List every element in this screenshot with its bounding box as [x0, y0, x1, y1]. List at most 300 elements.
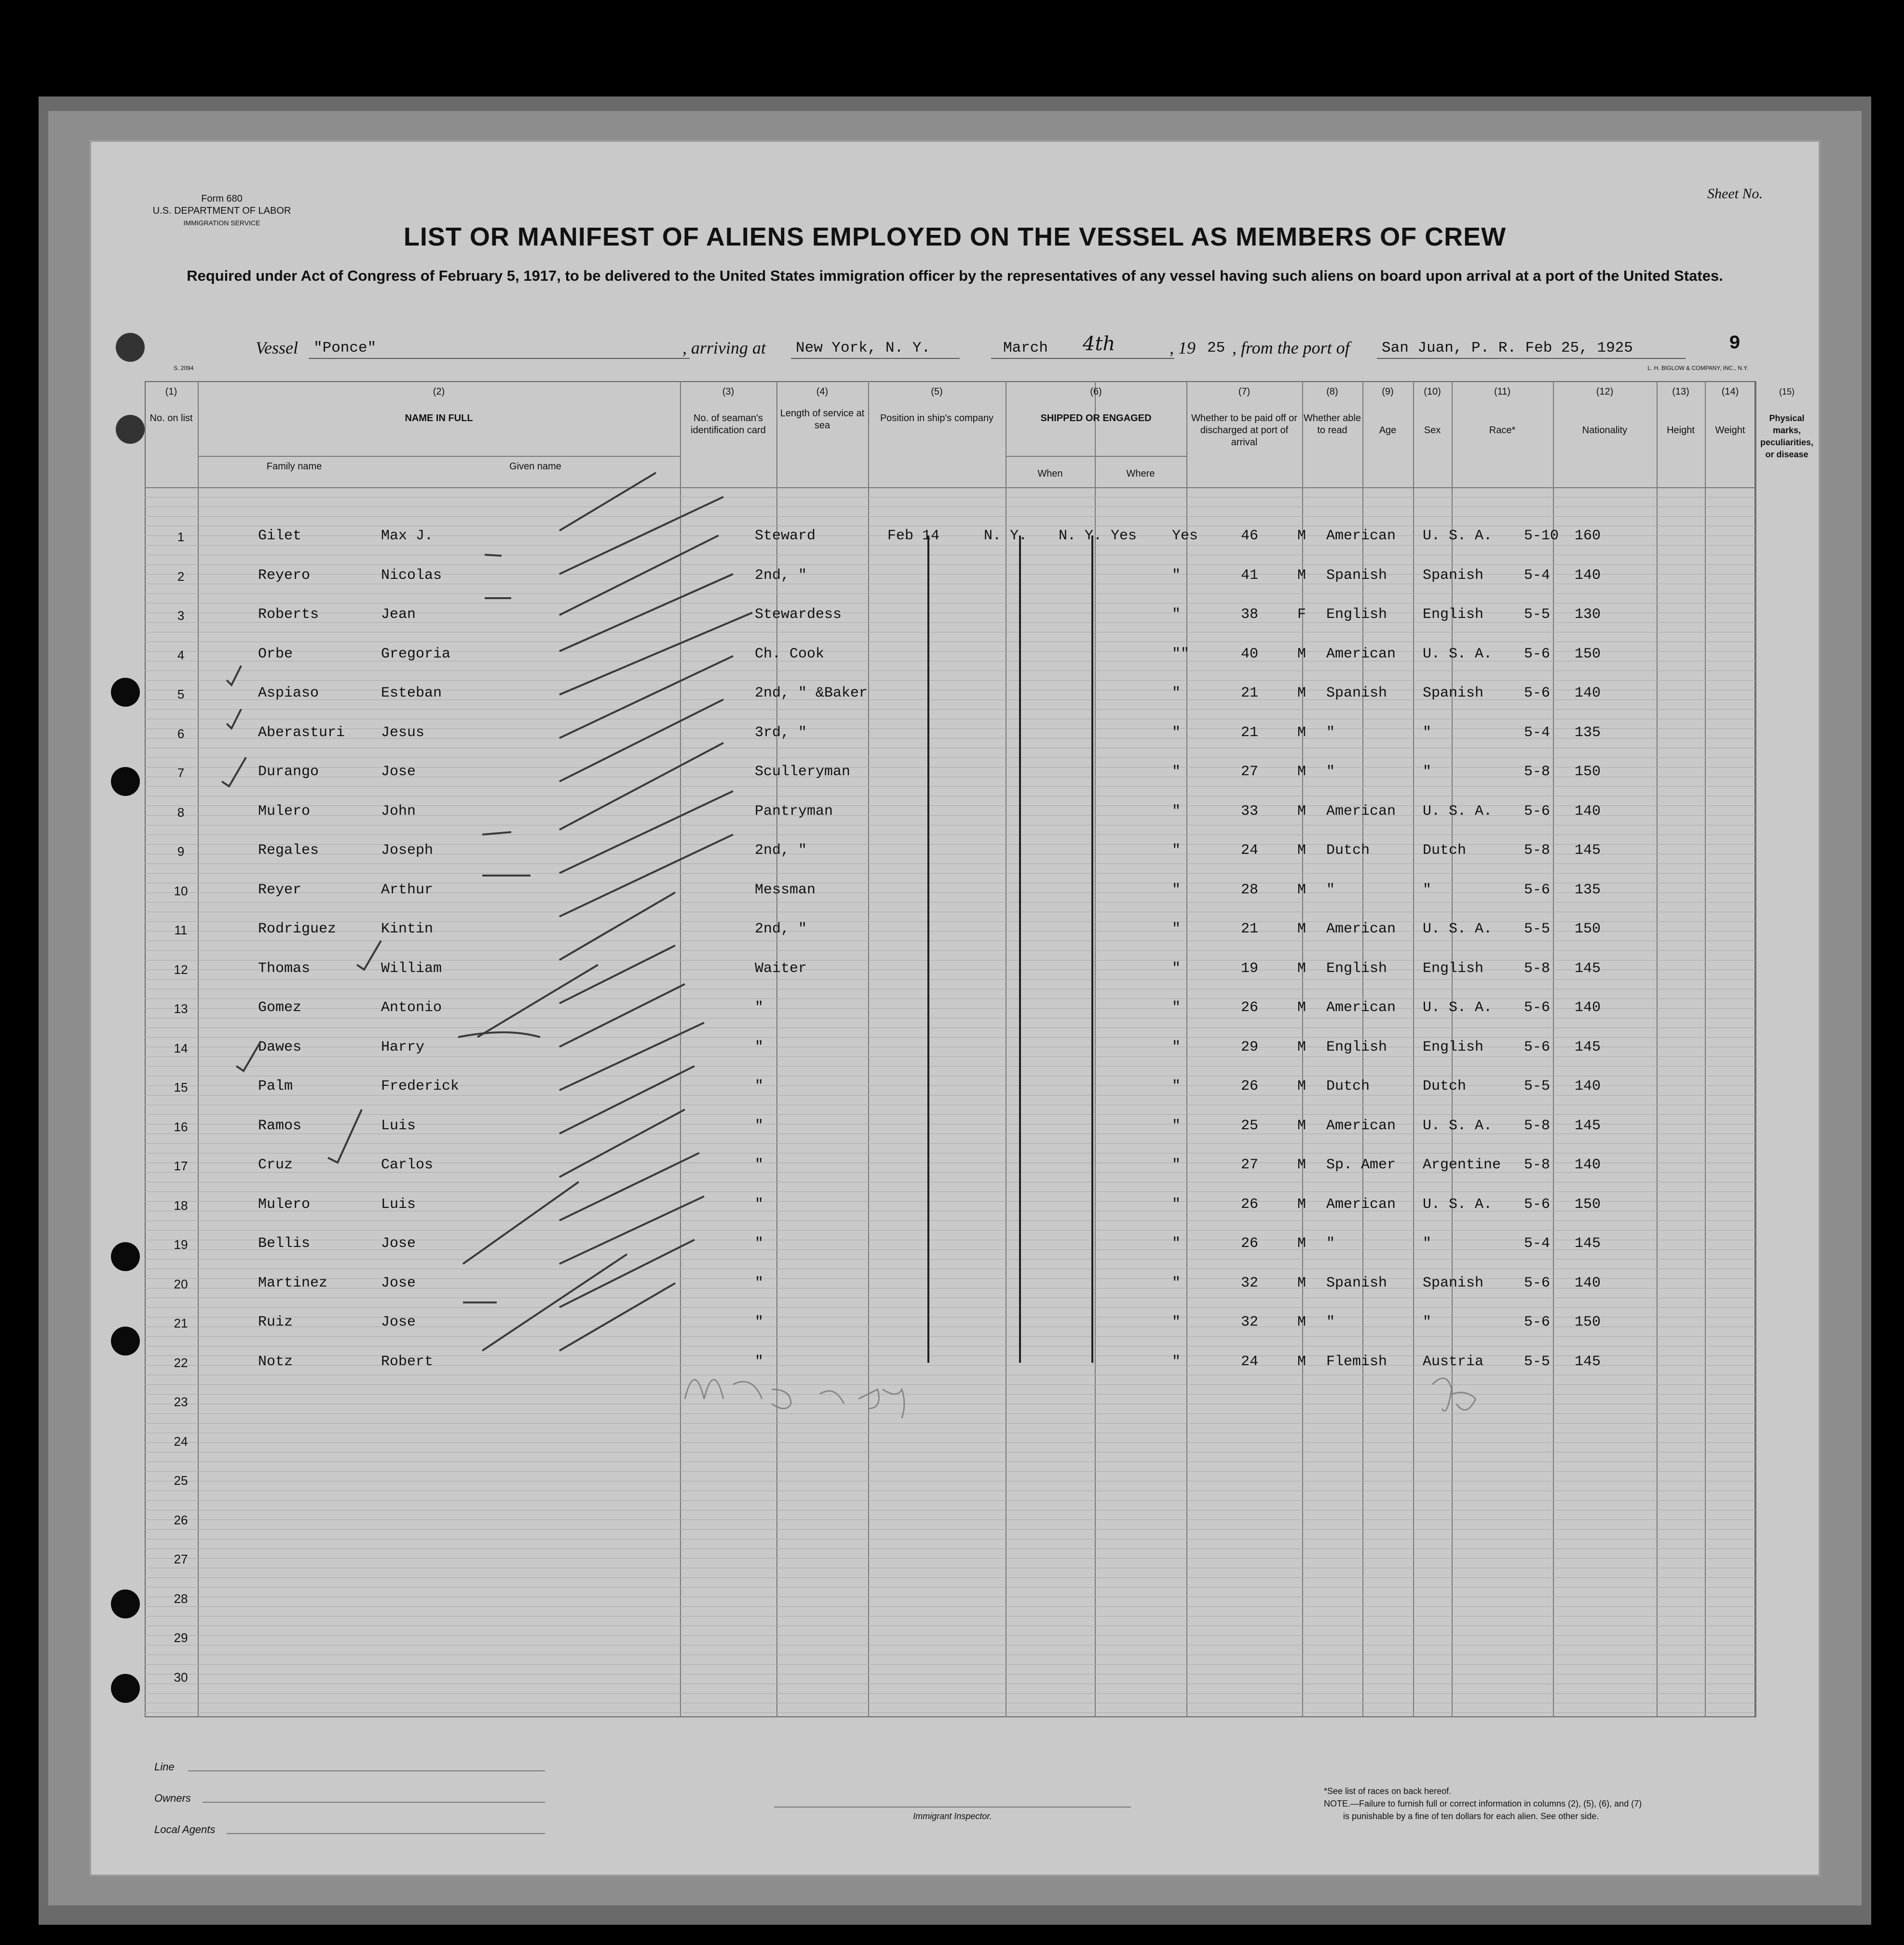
- cell-sex: M: [1297, 1157, 1306, 1173]
- note-races: *See list of races on back hereof.: [1324, 1786, 1452, 1796]
- row-number: 28: [174, 1591, 188, 1606]
- col7-label: Whether to be paid off or discharged at port of arrival: [1191, 413, 1297, 448]
- row-number: 15: [174, 1080, 188, 1095]
- cell-given: Max J.: [381, 528, 434, 544]
- cell-position: 2nd, " &Baker: [755, 685, 868, 701]
- cell-position: ": [755, 1039, 764, 1055]
- agents-label: Local Agents: [154, 1823, 216, 1835]
- cell-nationality: Spanish: [1423, 1274, 1484, 1291]
- cell-nationality: ": [1423, 764, 1432, 780]
- arriving-label: , arriving at: [682, 338, 766, 357]
- row-number: 27: [174, 1552, 188, 1566]
- cell-race: Dutch: [1326, 1078, 1370, 1095]
- col8-num: (8): [1326, 386, 1338, 397]
- col2-num: (2): [433, 386, 445, 397]
- cell-sex: M: [1297, 803, 1306, 820]
- cell-family: Thomas: [258, 960, 311, 977]
- cell-height: 5-8: [1524, 1157, 1550, 1173]
- pen-stroke: [559, 1066, 694, 1134]
- cell-race: American: [1326, 528, 1396, 544]
- cell-sex: M: [1297, 881, 1306, 898]
- cell-family: Mulero: [258, 803, 311, 820]
- pen-stroke: [559, 1240, 694, 1307]
- cell-family: Martinez: [258, 1274, 328, 1291]
- col5-num: (5): [931, 386, 943, 397]
- col14-label: Weight: [1715, 425, 1745, 436]
- cell-height: 5-8: [1524, 764, 1550, 780]
- cell-read: ": [1172, 1196, 1181, 1213]
- vessel-name: "Ponce": [313, 340, 377, 356]
- cell-given: Kintin: [381, 921, 434, 937]
- cell-height: 5-6: [1524, 1314, 1550, 1330]
- cell-weight: 150: [1575, 921, 1601, 937]
- cell-given: Antonio: [381, 1000, 442, 1016]
- col12-label: Nationality: [1582, 425, 1628, 436]
- row-number: 12: [174, 962, 188, 977]
- cell-weight: 140: [1575, 567, 1601, 584]
- col6-label: SHIPPED OR ENGAGED: [1040, 413, 1152, 424]
- cell-position: Sculleryman: [755, 764, 851, 780]
- row-number: 30: [174, 1670, 188, 1685]
- cell-given: Robert: [381, 1353, 434, 1370]
- row-number: 14: [174, 1041, 188, 1055]
- form-number: Form 680: [201, 193, 243, 204]
- cell-given: Frederick: [381, 1078, 460, 1095]
- col12-num: (12): [1596, 386, 1614, 397]
- pen-stroke: [559, 473, 656, 531]
- cell-race: American: [1326, 645, 1396, 662]
- row-number: 20: [174, 1276, 188, 1291]
- cell-nationality: English: [1423, 1039, 1484, 1055]
- cell-position: Stewardess: [755, 606, 842, 623]
- pen-stroke: [559, 699, 723, 781]
- cell-sex: M: [1297, 1314, 1306, 1330]
- col3-label: No. of seaman's identification card: [691, 413, 766, 436]
- cell-read: ": [1172, 606, 1181, 623]
- cell-age: 29: [1241, 1039, 1259, 1055]
- cell-sex: M: [1297, 1196, 1306, 1213]
- cell-sex: M: [1297, 1353, 1306, 1370]
- check-mark: [236, 1042, 260, 1071]
- cell-weight: 145: [1575, 1039, 1601, 1055]
- cell-weight: 130: [1575, 606, 1601, 623]
- col11-num: (11): [1494, 386, 1511, 397]
- cell-given: Joseph: [381, 842, 434, 859]
- cell-weight: 145: [1575, 842, 1601, 859]
- cell-weight: 140: [1575, 1000, 1601, 1016]
- col8-label: Whether able to read: [1304, 413, 1361, 436]
- cell-sex: M: [1297, 1039, 1306, 1055]
- cell-read: ": [1172, 921, 1181, 937]
- family-name-header: Family name: [266, 461, 322, 472]
- inspector-label: Immigrant Inspector.: [913, 1811, 992, 1821]
- department: U.S. DEPARTMENT OF LABOR: [152, 205, 291, 216]
- col15-label: Physical marks, peculiarities, or disease: [1760, 413, 1814, 459]
- row-number: 29: [174, 1630, 188, 1645]
- cell-family: Aberasturi: [258, 724, 345, 741]
- cell-height: 5-5: [1524, 1353, 1550, 1370]
- cell-read: ": [1172, 803, 1181, 820]
- cell-weight: 135: [1575, 881, 1601, 898]
- cell-age: 21: [1241, 921, 1259, 937]
- cell-nationality: U. S. A.: [1423, 1117, 1493, 1134]
- cell-height: 5-6: [1524, 1196, 1550, 1213]
- cell-nationality: Austria: [1423, 1353, 1484, 1370]
- cell-age: 21: [1241, 724, 1259, 741]
- cell-age: 26: [1241, 1000, 1259, 1016]
- cell-read: ": [1172, 960, 1181, 977]
- cell-weight: 140: [1575, 1078, 1601, 1095]
- cell-race: Flemish: [1326, 1353, 1387, 1370]
- row-number: 26: [174, 1512, 188, 1527]
- cell-height: 5-4: [1524, 724, 1550, 741]
- pen-stroke: [559, 1109, 685, 1177]
- pen-stroke: [559, 892, 675, 960]
- cell-family: Gomez: [258, 1000, 302, 1016]
- cell-family: Bellis: [258, 1235, 311, 1252]
- pen-stroke: [559, 743, 723, 830]
- cell-family: Ruiz: [258, 1314, 293, 1330]
- row-number: 8: [177, 805, 185, 820]
- cell-read: ": [1172, 1353, 1181, 1370]
- col10-label: Sex: [1424, 425, 1441, 436]
- col10-num: (10): [1424, 386, 1441, 397]
- cell-race: American: [1326, 803, 1396, 820]
- cell-age: 26: [1241, 1078, 1259, 1095]
- initials-mark: [1432, 1378, 1476, 1411]
- cell-given: Nicolas: [381, 567, 442, 584]
- page-title: LIST OR MANIFEST OF ALIENS EMPLOYED ON THE VESSEL AS MEMBERS OF CREW: [403, 222, 1507, 251]
- col6-num: (6): [1090, 386, 1102, 397]
- note-penalty-cont: is punishable by a fine of ten dollars for each alien. See other side.: [1343, 1811, 1599, 1821]
- cell-read: ": [1172, 567, 1181, 584]
- col15-num: (15): [1779, 387, 1795, 397]
- cell-height: 5-6: [1524, 1000, 1550, 1016]
- cell-family: Aspiaso: [258, 685, 319, 701]
- cell-race: ": [1326, 724, 1335, 741]
- cell-read: ": [1172, 1157, 1181, 1173]
- cell-family: Notz: [258, 1353, 293, 1370]
- cell-age: 32: [1241, 1274, 1259, 1291]
- pen-stroke: [559, 613, 752, 695]
- form-code: S. 2094: [174, 365, 194, 371]
- cell-sex: M: [1297, 1274, 1306, 1291]
- line-label: Line: [154, 1761, 175, 1773]
- row-number: 6: [177, 726, 185, 741]
- cell-family: Gilet: [258, 528, 302, 544]
- cell-read: ": [1172, 1039, 1181, 1055]
- where-header: Where: [1126, 468, 1155, 479]
- row-number: 11: [174, 923, 188, 937]
- cell-nationality: U. S. A.: [1423, 1000, 1493, 1016]
- cell-read: ": [1172, 1117, 1181, 1134]
- pen-stroke: [559, 535, 719, 615]
- cell-height: 5-8: [1524, 1117, 1550, 1134]
- cell-position: 2nd, ": [755, 921, 807, 937]
- cell-weight: 140: [1575, 685, 1601, 701]
- row-number: 18: [174, 1198, 188, 1213]
- cell-given: Carlos: [381, 1157, 434, 1173]
- pen-stroke: [458, 1032, 540, 1037]
- cell-position: Waiter: [755, 960, 807, 977]
- cell-sex: M: [1297, 645, 1306, 662]
- cell-read: ": [1172, 842, 1181, 859]
- cell-sex: M: [1297, 528, 1306, 544]
- cell-weight: 160: [1575, 528, 1601, 544]
- sheet-number: 9: [1729, 333, 1741, 355]
- cell-read: ": [1172, 764, 1181, 780]
- cell-nationality: ": [1423, 1314, 1432, 1330]
- cell-race: American: [1326, 1196, 1396, 1213]
- cell-given: Esteban: [381, 685, 442, 701]
- cell-given: Harry: [381, 1039, 425, 1055]
- cell-nationality: U. S. A.: [1423, 645, 1493, 662]
- arrival-port: New York, N. Y.: [796, 340, 931, 356]
- cell-race: English: [1326, 1039, 1387, 1055]
- cell-given: Jose: [381, 764, 416, 780]
- check-mark: [357, 941, 381, 970]
- cell-nationality: U. S. A.: [1423, 803, 1493, 820]
- cell-race: Spanish: [1326, 1274, 1387, 1291]
- cell-height: 5-4: [1524, 567, 1550, 584]
- cell-age: 46: [1241, 528, 1259, 544]
- cell-nationality: English: [1423, 960, 1484, 977]
- arrival-year: 25: [1207, 340, 1225, 356]
- cell-given: Gregoria: [381, 645, 451, 662]
- cell-given: Luis: [381, 1117, 416, 1134]
- cell-given: Jean: [381, 606, 416, 623]
- cell-height: 5-8: [1524, 960, 1550, 977]
- cell-height: 5-6: [1524, 1274, 1550, 1291]
- cell-nationality: Argentine: [1423, 1157, 1501, 1173]
- cell-weight: 145: [1575, 1117, 1601, 1134]
- cell-family: Dawes: [258, 1039, 302, 1055]
- cell-position: 2nd, ": [755, 842, 807, 859]
- cell-sex: M: [1297, 724, 1306, 741]
- cell-race: English: [1326, 606, 1387, 623]
- from-port: San Juan, P. R. Feb 25, 1925: [1382, 340, 1633, 356]
- cell-family: Mulero: [258, 1196, 311, 1213]
- given-name-header: Given name: [509, 461, 561, 472]
- cell-family: Palm: [258, 1078, 293, 1095]
- cell-nationality: ": [1423, 1235, 1432, 1252]
- check-mark: [227, 709, 241, 728]
- row-number: 25: [174, 1473, 188, 1488]
- cell-age: 21: [1241, 685, 1259, 701]
- cell-weight: 150: [1575, 1196, 1601, 1213]
- cell-position: Messman: [755, 881, 816, 898]
- cell-nationality: U. S. A.: [1423, 1196, 1493, 1213]
- cell-height: 5-6: [1524, 1039, 1550, 1055]
- cell-age: 41: [1241, 567, 1259, 584]
- inspector-signature: [685, 1380, 904, 1418]
- cell-age: 28: [1241, 881, 1259, 898]
- cell-read: ": [1172, 685, 1181, 701]
- cell-sex: M: [1297, 685, 1306, 701]
- cell-height: 5-5: [1524, 606, 1550, 623]
- pen-stroke: [463, 1182, 579, 1264]
- cell-given: Jose: [381, 1235, 416, 1252]
- pen-stroke: [559, 835, 733, 917]
- pen-stroke: [559, 945, 675, 1003]
- cell-race: ": [1326, 764, 1335, 780]
- cell-race: Sp. Amer: [1326, 1157, 1396, 1173]
- cell-weight: 145: [1575, 960, 1601, 977]
- cell-sex: M: [1297, 567, 1306, 584]
- cell-nationality: ": [1423, 724, 1432, 741]
- cell-weight: 150: [1575, 1314, 1601, 1330]
- col1-num: (1): [165, 386, 177, 397]
- cell-position: ": [755, 1117, 764, 1134]
- cell-weight: 140: [1575, 1157, 1601, 1173]
- cell-read: "": [1172, 645, 1190, 662]
- row-number: 3: [177, 608, 185, 623]
- cell-read: ": [1172, 1235, 1181, 1252]
- col13-num: (13): [1672, 386, 1689, 397]
- cell-weight: 140: [1575, 1274, 1601, 1291]
- cell-height: 5-6: [1524, 685, 1550, 701]
- cell-race: American: [1326, 921, 1396, 937]
- cell-age: 33: [1241, 803, 1259, 820]
- row-number: 24: [174, 1434, 188, 1449]
- cell-race: Spanish: [1326, 567, 1387, 584]
- pen-stroke: [559, 1283, 675, 1351]
- col13-label: Height: [1667, 425, 1695, 436]
- cell-age: 27: [1241, 764, 1259, 780]
- cell-position: ": [755, 1078, 764, 1095]
- row-number: 16: [174, 1119, 188, 1134]
- cell-family: Cruz: [258, 1157, 293, 1173]
- cell-position: ": [755, 1274, 764, 1291]
- cell-given: John: [381, 803, 416, 820]
- cell-nationality: Spanish: [1423, 567, 1484, 584]
- row-number: 13: [174, 1001, 188, 1016]
- cell-nationality: Dutch: [1423, 842, 1467, 859]
- cell-age: 32: [1241, 1314, 1259, 1330]
- cell-read: ": [1172, 1000, 1181, 1016]
- cell-sex: M: [1297, 960, 1306, 977]
- sheet-label: Sheet No.: [1707, 186, 1763, 202]
- cell-position: Pantryman: [755, 803, 833, 820]
- row-number: 9: [177, 844, 185, 859]
- pen-stroke: [482, 1254, 627, 1351]
- cell-read: ": [1172, 724, 1181, 741]
- cell-position: Ch. Cook: [755, 645, 825, 662]
- cell-weight: 135: [1575, 724, 1601, 741]
- cell-read: Yes: [1172, 528, 1198, 544]
- cell-given: Arthur: [381, 881, 434, 898]
- col9-num: (9): [1382, 386, 1394, 397]
- cell-where: N. Y.: [984, 528, 1028, 544]
- arrival-day: 4th: [1083, 333, 1115, 355]
- cell-family: Orbe: [258, 645, 293, 662]
- col7-num: (7): [1238, 386, 1251, 397]
- cell-race: ": [1326, 881, 1335, 898]
- col2-label: NAME IN FULL: [405, 413, 473, 424]
- check-mark: [328, 1109, 362, 1163]
- cell-nationality: Spanish: [1423, 685, 1484, 701]
- cell-weight: 150: [1575, 645, 1601, 662]
- cell-given: Luis: [381, 1196, 416, 1213]
- row-number: 10: [174, 883, 188, 898]
- cell-family: Reyero: [258, 567, 311, 584]
- cell-height: 5-5: [1524, 1078, 1550, 1095]
- col4-num: (4): [816, 386, 829, 397]
- cell-height: 5-6: [1524, 881, 1550, 898]
- cell-read: ": [1172, 1274, 1181, 1291]
- when-header: When: [1037, 468, 1063, 479]
- cell-nationality: U. S. A.: [1423, 528, 1493, 544]
- pen-stroke: [482, 832, 511, 835]
- cell-read: ": [1172, 1314, 1181, 1330]
- row-number: 22: [174, 1355, 188, 1370]
- row-number: 21: [174, 1316, 188, 1330]
- col3-num: (3): [722, 386, 734, 397]
- cell-sex: M: [1297, 1078, 1306, 1095]
- cell-given: Jesus: [381, 724, 425, 741]
- pen-stroke: [559, 791, 733, 873]
- cell-position: ": [755, 1000, 764, 1016]
- cell-sex: M: [1297, 921, 1306, 937]
- col9-label: Age: [1379, 425, 1397, 436]
- cell-sex: F: [1297, 606, 1306, 623]
- cell-nationality: Dutch: [1423, 1078, 1467, 1095]
- cell-when: Feb 14: [887, 528, 940, 544]
- cell-family: Roberts: [258, 606, 319, 623]
- cell-race: English: [1326, 960, 1387, 977]
- year-prefix: , 19: [1170, 338, 1196, 357]
- cell-nationality: ": [1423, 881, 1432, 898]
- cell-given: Jose: [381, 1274, 416, 1291]
- cell-age: 24: [1241, 1353, 1259, 1370]
- pen-stroke: [559, 656, 733, 738]
- cell-nationality: U. S. A.: [1423, 921, 1493, 937]
- cell-age: 38: [1241, 606, 1259, 623]
- from-label: , from the port of: [1232, 338, 1350, 357]
- cell-weight: 140: [1575, 803, 1601, 820]
- pen-stroke: [559, 1153, 699, 1220]
- row-number: 17: [174, 1159, 188, 1173]
- pen-stroke: [485, 555, 502, 556]
- cell-read: ": [1172, 881, 1181, 898]
- cell-family: Ramos: [258, 1117, 302, 1134]
- cell-age: 25: [1241, 1117, 1259, 1134]
- cell-position: ": [755, 1235, 764, 1252]
- cell-position: ": [755, 1314, 764, 1330]
- cell-age: 26: [1241, 1196, 1259, 1213]
- row-number: 2: [177, 569, 185, 584]
- row-number: 19: [174, 1237, 188, 1252]
- cell-race: ": [1326, 1235, 1335, 1252]
- cell-sex: M: [1297, 764, 1306, 780]
- cell-family: Rodriguez: [258, 921, 337, 937]
- col5-label: Position in ship's company: [880, 413, 994, 424]
- row-number: 7: [177, 766, 185, 780]
- cell-position: ": [755, 1196, 764, 1213]
- owners-label: Owners: [154, 1792, 191, 1804]
- check-mark: [222, 757, 246, 786]
- cell-position: ": [755, 1353, 764, 1370]
- printer-imprint: L. H. BIGLOW & COMPANY, INC., N.Y.: [1647, 365, 1748, 371]
- cell-sex: M: [1297, 1117, 1306, 1134]
- cell-age: 19: [1241, 960, 1259, 977]
- cell-race: ": [1326, 1314, 1335, 1330]
- cell-weight: 145: [1575, 1235, 1601, 1252]
- cell-weight: 150: [1575, 764, 1601, 780]
- cell-nationality: English: [1423, 606, 1484, 623]
- pen-stroke: [559, 497, 723, 574]
- cell-family: Reyer: [258, 881, 302, 898]
